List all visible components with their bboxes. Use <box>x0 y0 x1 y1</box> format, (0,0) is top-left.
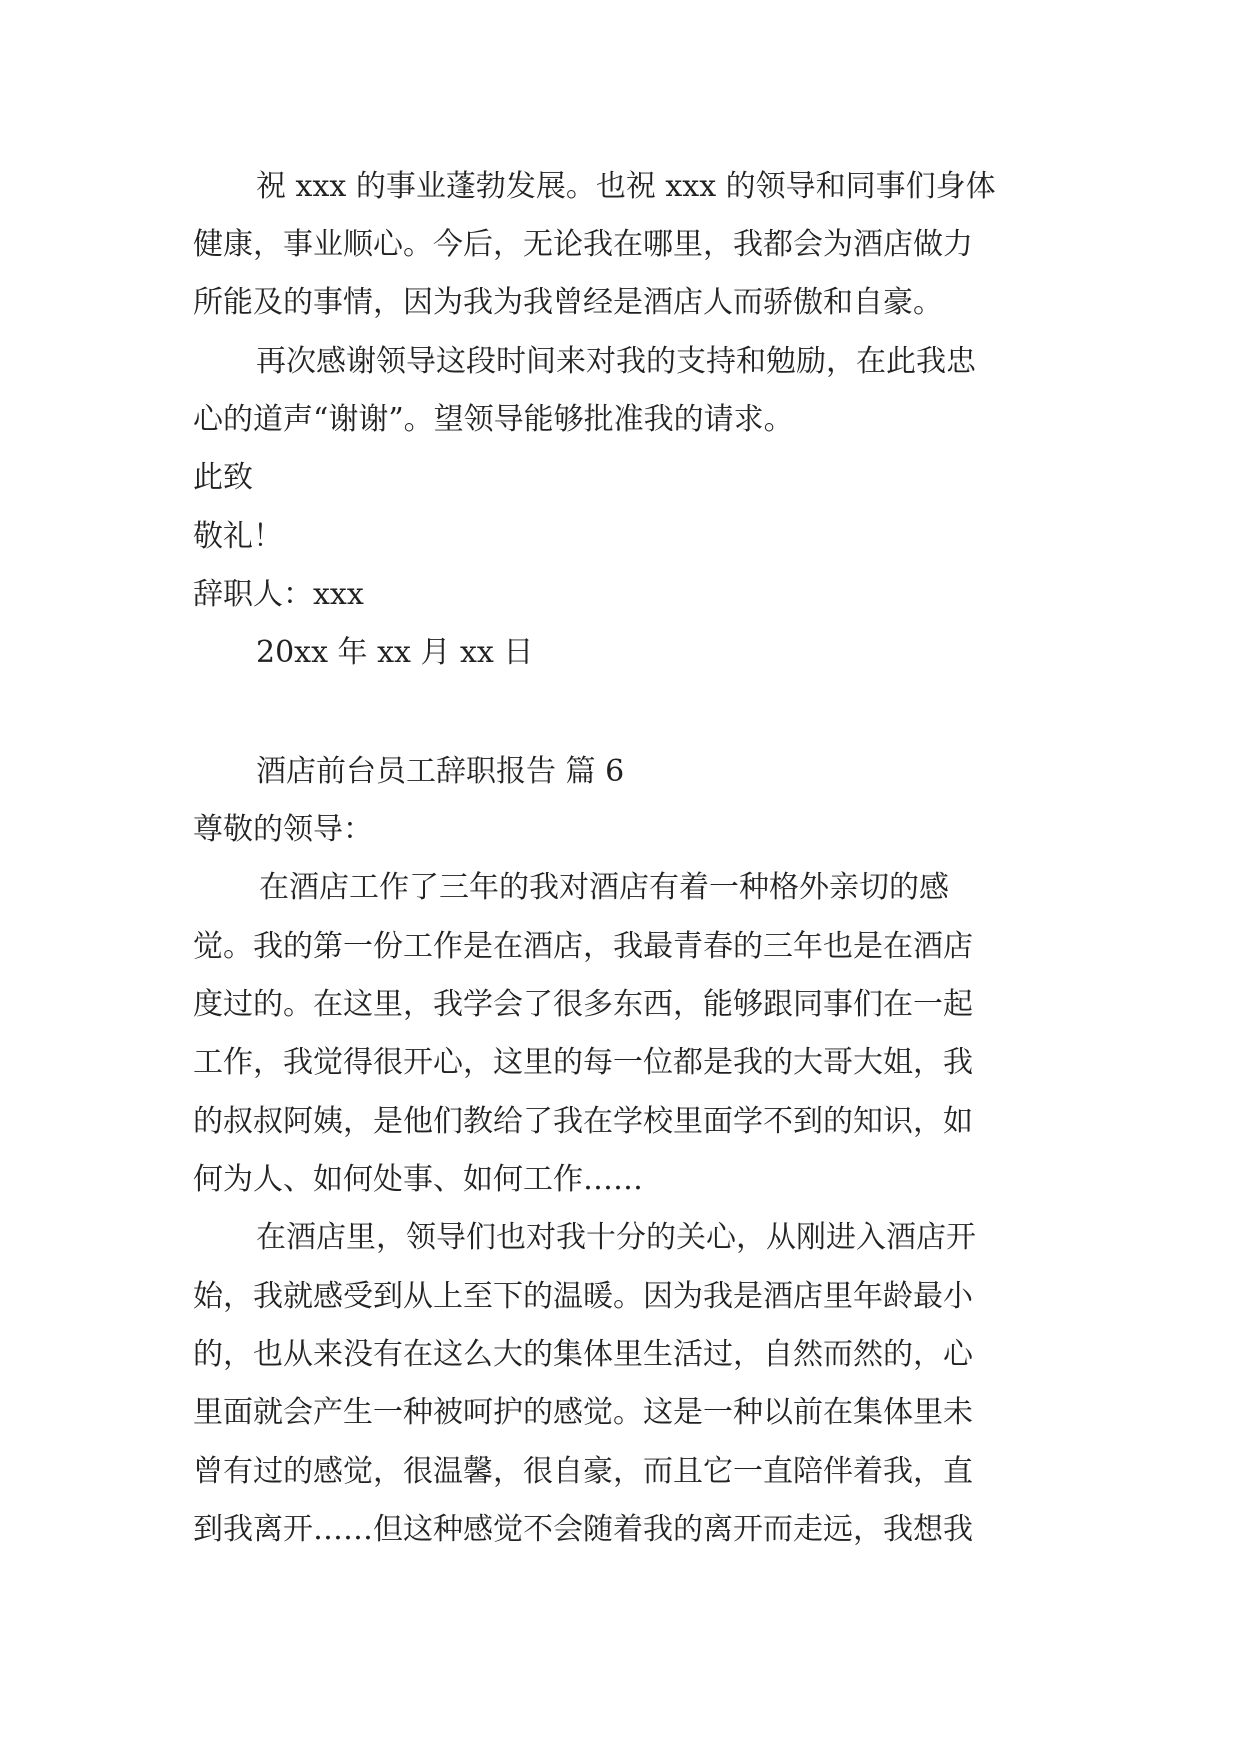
text-line: 在酒店工作了三年的我对酒店有着一种格外亲切的感 <box>259 870 949 905</box>
text-line: 的叔叔阿姨，是他们教给了我在学校里面学不到的知识，如 <box>193 1104 973 1139</box>
text-line: 曾有过的感觉，很温馨，很自豪，而且它一直陪伴着我，直 <box>193 1454 973 1489</box>
text-line: 何为人、如何处事、如何工作…… <box>193 1162 643 1197</box>
text-line: 工作，我觉得很开心，这里的每一位都是我的大哥大姐，我 <box>193 1045 973 1080</box>
text-line: 始，我就感受到从上至下的温暖。因为我是酒店里年龄最小 <box>193 1279 973 1314</box>
signature-line: 辞职人：xxx <box>193 577 364 612</box>
date-line: 20xx 年 xx 月 xx 日 <box>256 635 534 670</box>
text-line: 心的道声“谢谢”。望领导能够批准我的请求。 <box>193 402 794 437</box>
closing-line: 敬礼！ <box>193 519 283 554</box>
text-line: 在酒店里，领导们也对我十分的关心，从刚进入酒店开 <box>256 1220 976 1255</box>
salutation: 尊敬的领导： <box>193 812 373 847</box>
text-line: 所能及的事情，因为我为我曾经是酒店人而骄傲和自豪。 <box>193 285 943 320</box>
text-line: 的，也从来没有在这么大的集体里生活过，自然而然的，心 <box>193 1337 973 1372</box>
text-line: 再次感谢领导这段时间来对我的支持和勉励，在此我忠 <box>256 344 976 379</box>
section-title: 酒店前台员工辞职报告 篇 6 <box>256 754 625 789</box>
text-line: 健康，事业顺心。今后，无论我在哪里，我都会为酒店做力 <box>193 227 973 262</box>
text-line: 里面就会产生一种被呵护的感觉。这是一种以前在集体里未 <box>193 1395 973 1430</box>
closing-line: 此致 <box>193 460 253 495</box>
text-line: 度过的。在这里，我学会了很多东西，能够跟同事们在一起 <box>193 987 973 1022</box>
text-line: 到我离开……但这种感觉不会随着我的离开而走远，我想我 <box>193 1512 973 1547</box>
text-line: 觉。我的第一份工作是在酒店，我最青春的三年也是在酒店 <box>193 929 973 964</box>
text-line: 祝 xxx 的事业蓬勃发展。也祝 xxx 的领导和同事们身体 <box>256 169 996 204</box>
